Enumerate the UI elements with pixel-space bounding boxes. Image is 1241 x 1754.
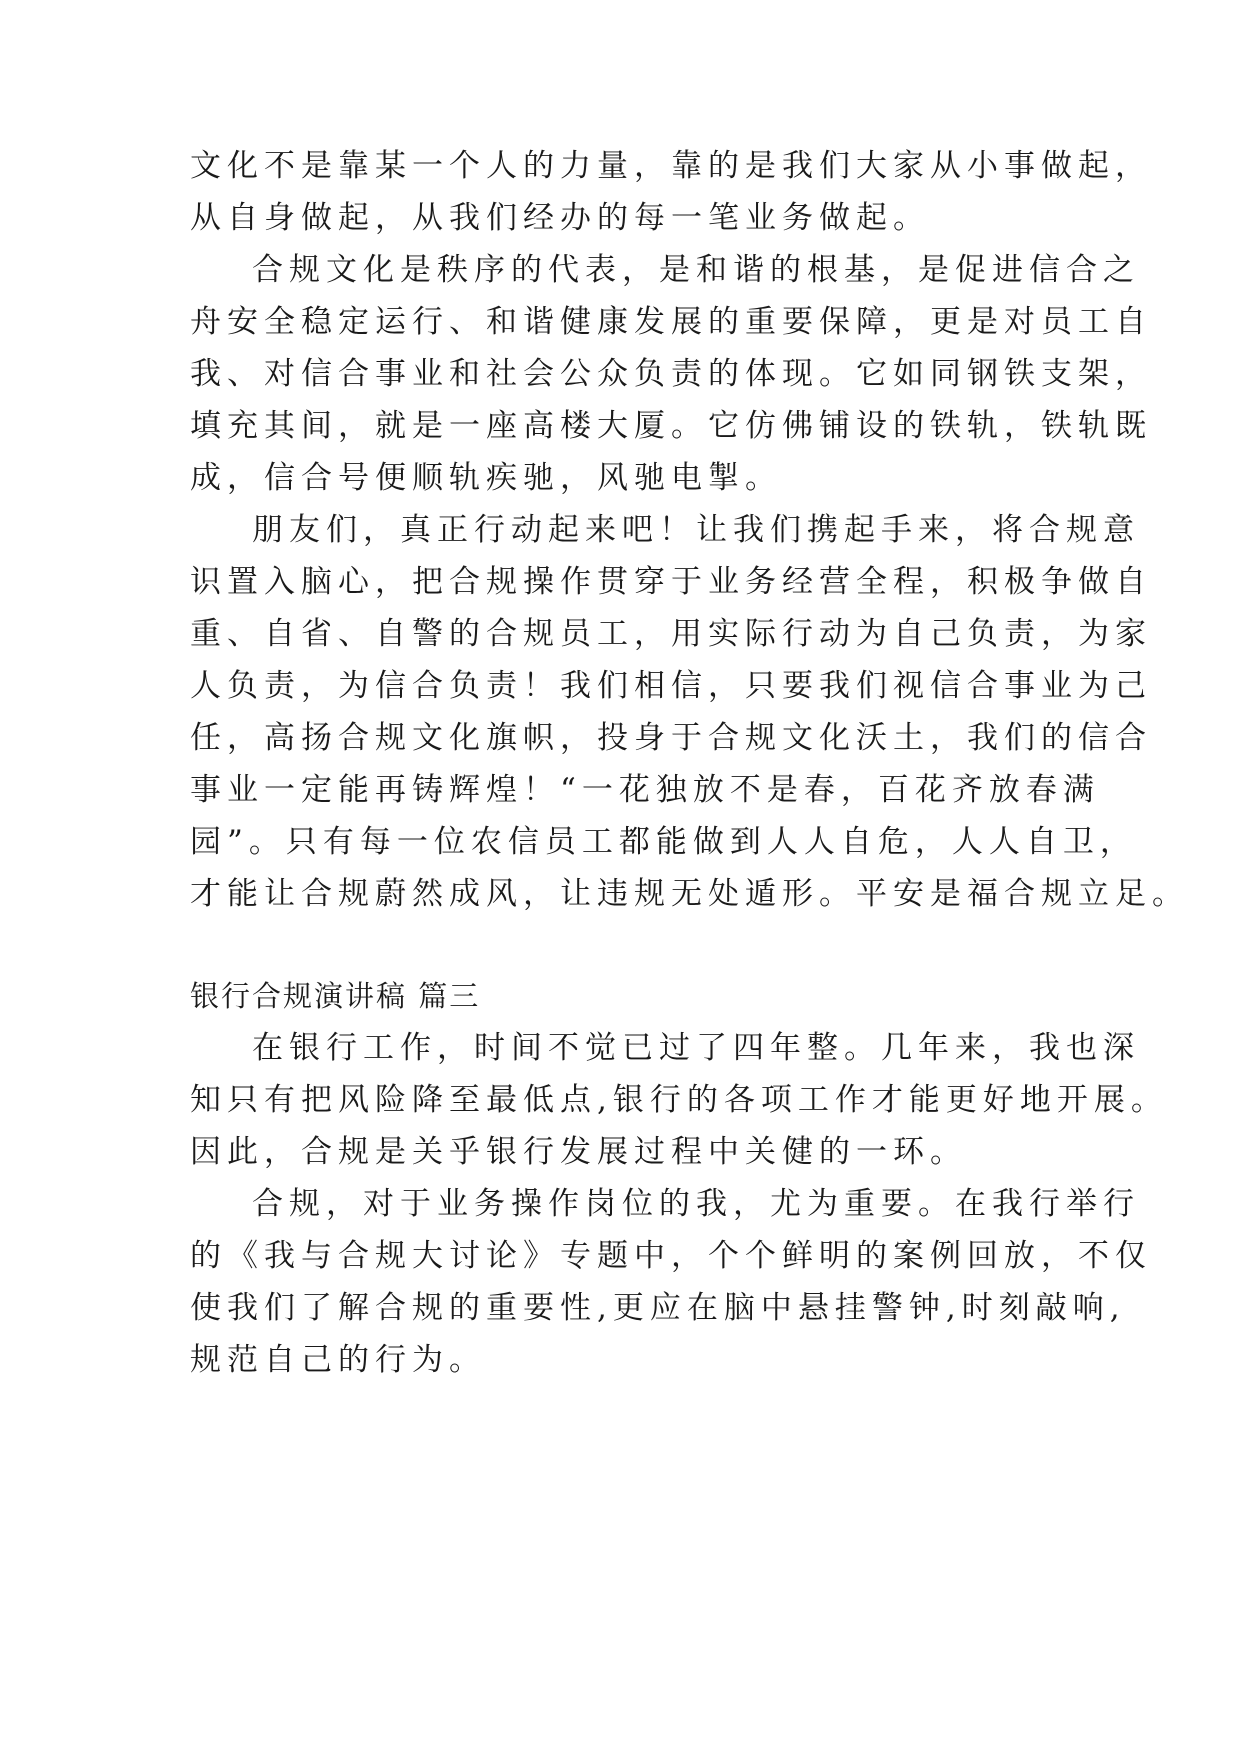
text-line: 的《我与合规大讨论》专题中，个个鲜明的案例回放，不仅: [190, 1238, 1152, 1274]
section-heading: 银行合规演讲稿 篇三: [190, 979, 481, 1013]
text-line: 从自身做起，从我们经办的每一笔业务做起。: [190, 200, 930, 236]
text-line: 重、自省、自警的合规员工，用实际行动为自己负责，为家: [190, 616, 1152, 652]
text-line: 成，信合号便顺轨疾驰，风驰电掣。: [190, 460, 782, 496]
text-line: 园”。只有每一位农信员工都能做到人人自危，人人自卫，: [190, 824, 1137, 860]
text-line: 知只有把风险降至最低点,银行的各项工作才能更好地开展。: [190, 1082, 1168, 1118]
paragraph-first-line: 合规，对于业务操作岗位的我，尤为重要。在我行举行: [252, 1186, 1140, 1222]
paragraph-first-line: 合规文化是秩序的代表，是和谐的根基，是促进信合之: [252, 252, 1140, 288]
text-line: 才能让合规蔚然成风，让违规无处遁形。平安是福合规立足。: [190, 876, 1189, 912]
text-line: 识置入脑心，把合规操作贯穿于业务经营全程，积极争做自: [190, 564, 1152, 600]
paragraph-first-line: 在银行工作，时间不觉已过了四年整。几年来，我也深: [252, 1030, 1140, 1066]
text-line: 事业一定能再铸辉煌！“一花独放不是春，百花齐放春满: [190, 772, 1100, 808]
text-line: 人负责，为信合负责！我们相信，只要我们视信合事业为己: [190, 668, 1152, 704]
text-line: 填充其间，就是一座高楼大厦。它仿佛铺设的铁轨，铁轨既: [190, 408, 1152, 444]
text-line: 舟安全稳定运行、和谐健康发展的重要保障，更是对员工自: [190, 304, 1152, 340]
text-line: 因此，合规是关乎银行发展过程中关健的一环。: [190, 1134, 967, 1170]
text-line: 文化不是靠某一个人的力量，靠的是我们大家从小事做起，: [190, 148, 1152, 184]
text-line: 任，高扬合规文化旗帜，投身于合规文化沃土，我们的信合: [190, 720, 1152, 756]
text-line: 我、对信合事业和社会公众负责的体现。它如同钢铁支架，: [190, 356, 1152, 392]
text-line: 使我们了解合规的重要性,更应在脑中悬挂警钟,时刻敲响,: [190, 1290, 1126, 1326]
paragraph-first-line: 朋友们，真正行动起来吧！让我们携起手来，将合规意: [252, 512, 1140, 548]
text-line: 规范自己的行为。: [190, 1342, 486, 1378]
